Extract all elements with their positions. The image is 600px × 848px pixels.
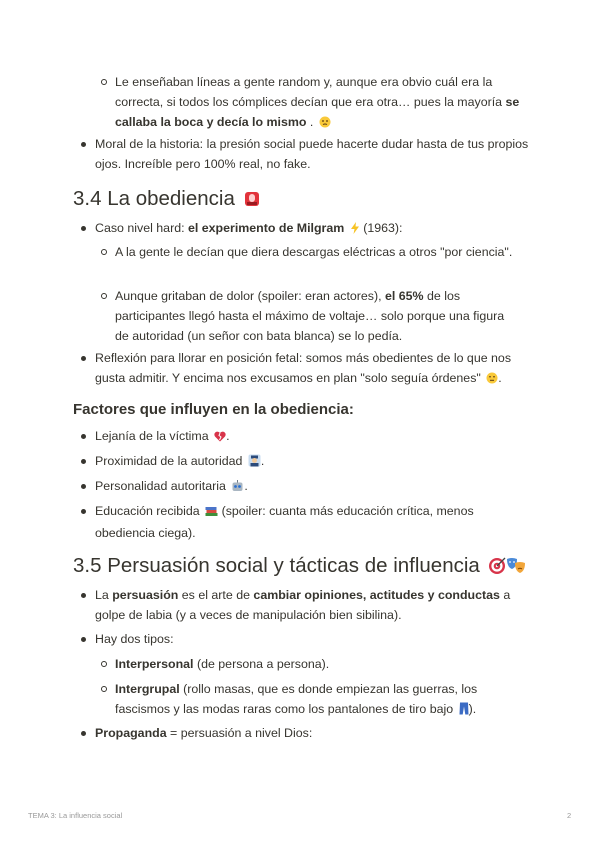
officer-icon xyxy=(248,453,261,473)
list-item xyxy=(115,654,520,674)
list-item-text: ). xyxy=(468,702,477,716)
list-item-text: Aunque gritaban de dolor (spoiler: eran actores), xyxy=(115,289,385,303)
list-item-text: . xyxy=(498,371,502,385)
bold-text: Propaganda xyxy=(95,726,167,740)
list-item-text: Hay dos tipos: xyxy=(95,632,174,646)
list-item xyxy=(95,134,535,174)
broken-heart-icon xyxy=(214,428,226,448)
list-item-text: Lejanía de la víctima xyxy=(95,429,209,443)
mask-icon xyxy=(506,556,526,582)
list-item-text: . xyxy=(306,115,314,129)
list-item xyxy=(115,679,520,721)
list-item-text: La xyxy=(95,588,113,602)
list-item-text: A la gente le decían que diera descargas eléctricas a otros "por ciencia". xyxy=(115,245,513,259)
list-item-text: es el arte de xyxy=(178,588,254,602)
list-item xyxy=(95,723,535,743)
list-item xyxy=(115,286,520,346)
list-item-text: Le enseñaban líneas a gente random y, aunque era obvio cuál era la correcta, si todos los cómplices decían que era otra… pues la mayoría xyxy=(115,75,506,109)
bold-text: se callaba la boca y decía lo mismo xyxy=(115,95,520,129)
list-item xyxy=(95,348,535,390)
list-item-text: Moral de la historia: la presión social puede hacerte dudar hasta de tus propios ojos. Increíble pero 100% real, no fake. xyxy=(95,137,529,171)
list-item xyxy=(115,242,520,262)
list-item-text: (1963): xyxy=(359,221,403,235)
list-item xyxy=(95,426,535,448)
list-item xyxy=(95,629,535,649)
lightning-icon xyxy=(350,220,360,240)
list-item-text: (rollo masas, que es donde empiezan las guerras, los fascismos y las modas raras como los pantalones de tiro bajo xyxy=(115,682,478,716)
list-item-text: . xyxy=(260,454,265,468)
subheading-factors: Factores que influyen en la obediencia: xyxy=(73,401,354,418)
list-item-text: Proximidad de la autoridad xyxy=(95,454,243,468)
jeans-icon xyxy=(459,701,469,721)
robot-icon xyxy=(231,478,244,498)
list-item xyxy=(95,451,535,473)
list-item xyxy=(95,476,535,498)
list-item-text: . xyxy=(244,479,248,493)
thinking-face-icon xyxy=(319,114,331,134)
smirk-face-icon xyxy=(486,370,498,390)
list-item-text: (spoiler: cuanta más educación crítica, menos obediencia ciega). xyxy=(95,504,474,540)
list-item-text: a golpe de labia (y a veces de manipulación bien sibilina). xyxy=(95,588,511,622)
list-item-text: . xyxy=(226,429,230,443)
list-item-text: Personalidad autoritaria xyxy=(95,479,226,493)
bold-text: el 65% xyxy=(385,289,424,303)
bold-text: Intergrupal xyxy=(115,682,180,696)
section-heading-obedience: 3.4 La obediencia xyxy=(73,186,261,215)
list-item-text: de los participantes llegó hasta el máximo de voltaje… solo porque una figura de autoridad (un señor con bata blanca) se lo pedía. xyxy=(115,289,505,343)
list-item-text: (de persona a persona). xyxy=(193,657,330,671)
footer-title: TEMA 3: La influencia social xyxy=(28,811,123,820)
list-item xyxy=(115,72,520,134)
bold-text: persuasión xyxy=(112,588,179,602)
list-item-text: = persuasión a nivel Dios: xyxy=(166,726,313,740)
section-heading-persuasion: 3.5 Persuasión social y tácticas de influencia xyxy=(73,553,526,582)
bold-text: el experimento de Milgram xyxy=(187,221,345,235)
list-item-text: Educación recibida xyxy=(95,504,200,518)
list-item-text: Reflexión para llorar en posición fetal: somos más obedientes de lo que nos gusta admitir. Y encima nos excusamos en plan "solo seguía órdenes" xyxy=(95,351,512,385)
list-item xyxy=(95,501,535,543)
list-item xyxy=(95,218,535,240)
target-icon xyxy=(488,556,506,582)
bold-text: cambiar opiniones, actitudes y conductas xyxy=(253,588,500,602)
books-icon xyxy=(205,503,218,523)
list-item xyxy=(95,585,535,625)
page-number: 2 xyxy=(567,811,572,820)
police-light-icon xyxy=(243,189,261,215)
bold-text: Interpersonal xyxy=(115,657,194,671)
list-item-text: Caso nivel hard: xyxy=(95,221,188,235)
